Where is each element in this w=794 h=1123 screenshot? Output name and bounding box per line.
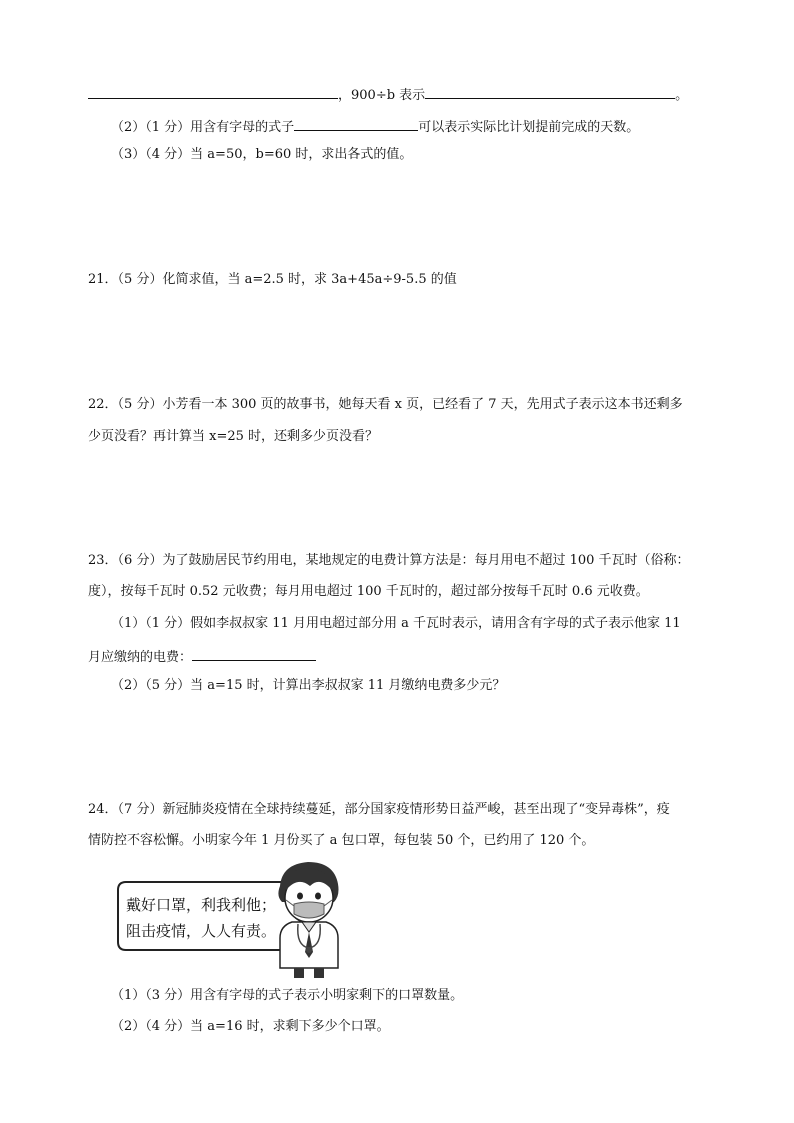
q23-sub1-line2: [88, 646, 316, 667]
q23-sub1-line1: （1）（1 分）假如李叔叔家 11 月用电超过部分用 a 千瓦时表示，请用含有字母的式子表示他家 11: [111, 616, 681, 631]
doctor-illustration-svg: [112, 856, 352, 980]
q23-sub1-line2-text: 月应缴纳的电费：: [88, 650, 193, 665]
q20-sub2-text: （2）（1 分）用含有字母的式子: [111, 120, 295, 135]
q24-line1: 24．（7 分）新冠肺炎疫情在全球持续蔓延，部分国家疫情形势日益严峻，甚至出现了“变异毒株”，疫: [88, 802, 670, 817]
q24-line2: 情防控不容松懈。小明家今年 1 月份买了 a 包口罩，每包装 50 个，已约用了 120 个。: [88, 833, 595, 848]
q23-line2: 度），按每千瓦时 0.52 元收费；每月用电超过 100 千瓦时的，超过部分按每千瓦时 0.6 元收费。: [88, 584, 649, 599]
answer-blank-q20-3[interactable]: [294, 116, 418, 131]
q20-line1: [88, 84, 688, 105]
answer-blank-q23[interactable]: [192, 646, 316, 661]
q20-sub2: [111, 116, 639, 137]
q20-line1-end: 。: [675, 88, 689, 103]
q22-line2: 少页没看？再计算当 x=25 时，还剩多少页没看？: [88, 429, 379, 444]
q21-text: 21．（5 分）化简求值，当 a=2.5 时，求 3a+45a÷9-5.5 的值: [88, 272, 457, 287]
q22-line1: 22．（5 分）小芳看一本 300 页的故事书，她每天看 x 页，已经看了 7 天，先用式子表示这本书还剩多: [88, 397, 683, 412]
q20-sub2-tail: 可以表示实际比计划提前完成的天数。: [418, 120, 640, 135]
q23-sub2: （2）（5 分）当 a=15 时，计算出李叔叔家 11 月缴纳电费多少元？: [111, 678, 506, 693]
q24-sub2: （2）（4 分）当 a=16 时，求剩下多少个口罩。: [111, 1019, 390, 1034]
doctor-illustration: [112, 856, 352, 980]
q24-sub1: （1）（3 分）用含有字母的式子表示小明家剩下的口罩数量。: [111, 988, 464, 1003]
answer-blank-q20-2[interactable]: [425, 84, 675, 99]
bubble-line2: 阻击疫情，人人有责。: [126, 922, 277, 940]
q20-line1-mid: ，900÷b 表示: [338, 88, 426, 103]
bubble-line1: 戴好口罩，利我利他；: [126, 896, 277, 914]
answer-blank-q20-1[interactable]: [88, 84, 338, 99]
q23-line1: 23．（6 分）为了鼓励居民节约用电，某地规定的电费计算方法是：每月用电不超过 100 千瓦时（俗称：: [88, 553, 690, 568]
q20-sub3: （3）（4 分）当 a=50，b=60 时，求出各式的值。: [111, 147, 413, 162]
